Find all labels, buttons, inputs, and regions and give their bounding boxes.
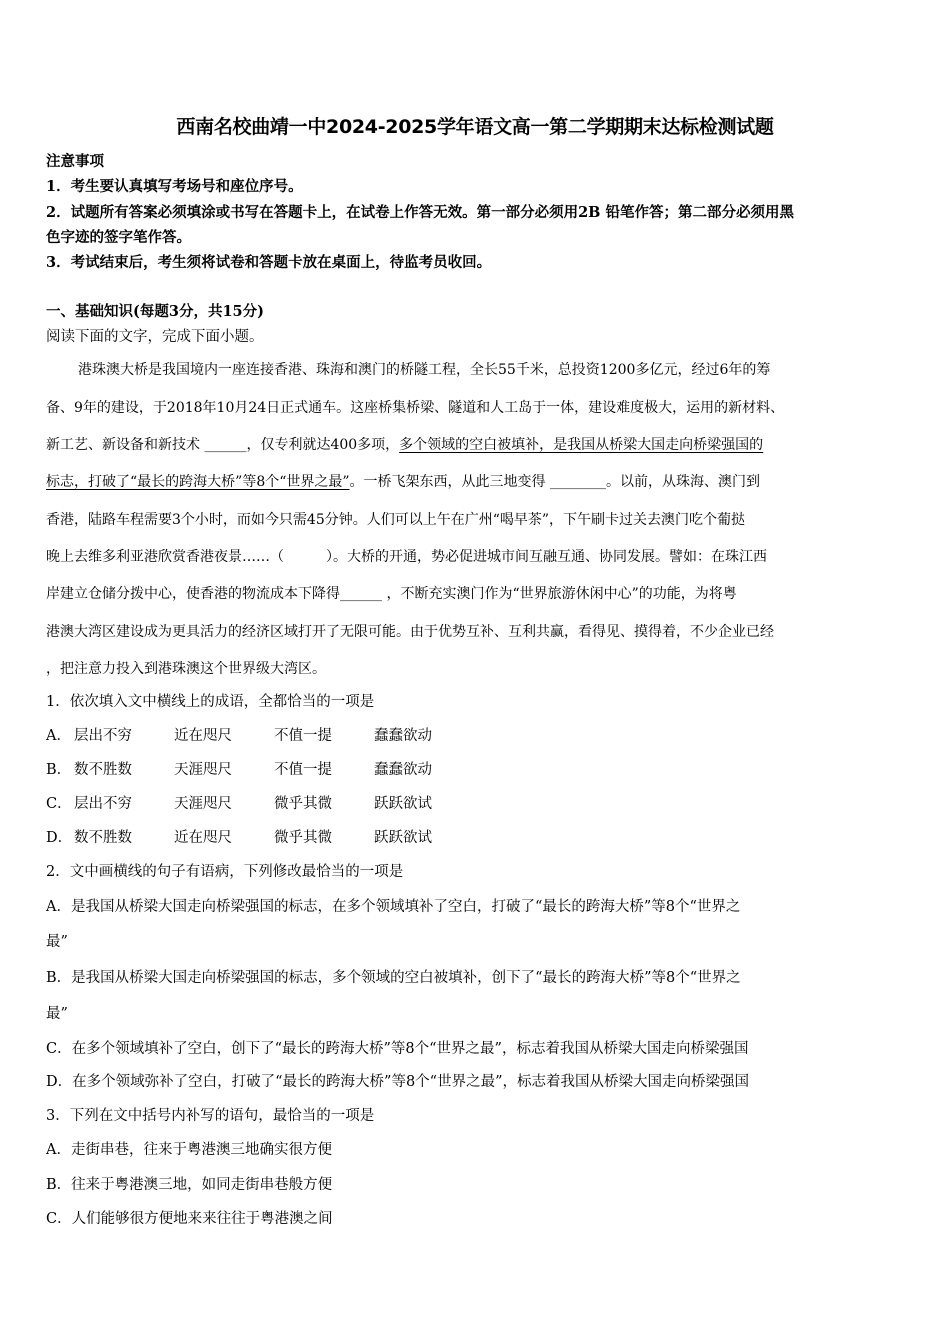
passage-line: 备、9年的建设，于2018年10月24日正式通车。这座桥集桥梁、隧道和人工岛于一体，建设难度极大，运用的新材料、 [46, 400, 785, 416]
idiom: 微乎其微 [274, 830, 332, 846]
notice-item: 色字迹的签字笔作答。 [46, 229, 191, 246]
option-label: B． [46, 762, 72, 778]
option-label: C． [46, 796, 72, 812]
idiom: 层出不穷 [74, 796, 132, 812]
passage-line: 晚上去维多利亚港欣赏香港夜景……（ ）。大桥的开通，势必促进城市间互融互通、协同发展。譬如：在珠江西 [46, 549, 767, 565]
passage-line: 港澳大湾区建设成为更具活力的经济区域打开了无限可能。由于优势互补、互利共赢，看得见、摸得着，不少企业已经 [46, 624, 774, 640]
q3-option-b: B．往来于粤港澳三地，如同走街串巷般方便 [46, 1177, 333, 1193]
q1-option-d [46, 828, 432, 848]
idiom: 跃跃欲试 [374, 830, 432, 846]
q2-option-a: A．是我国从桥梁大国走向桥梁强国的标志，在多个领域填补了空白，打破了“最长的跨海大桥”等8个“世界之 [46, 899, 741, 915]
idiom: 微乎其微 [274, 796, 332, 812]
idiom: 近在咫尺 [174, 728, 232, 744]
notice-heading: 注意事项 [46, 153, 104, 170]
passage-line: 岸建立仓储分拨中心，使香港的物流成本下降得______ ，不断充实澳门作为“世界旅游休闲中心”的功能，为将粤 [46, 586, 737, 602]
option-label: A． [46, 728, 71, 744]
section-instruction: 阅读下面的文字，完成下面小题。 [46, 329, 264, 345]
passage-line: ，把注意力投入到港珠澳这个世界级大湾区。 [46, 661, 326, 677]
idiom: 数不胜数 [74, 830, 132, 846]
idiom: 不值一提 [274, 728, 332, 744]
q2-option-d: D．在多个领域弥补了空白，打破了“最长的跨海大桥”等8个“世界之最”，标志着我国从桥梁大国走向桥梁强国 [46, 1074, 749, 1090]
underlined-sentence: 标志，打破了“最长的跨海大桥”等8个“世界之最” [46, 474, 350, 490]
notice-item: 3．考试结束后，考生须将试卷和答题卡放在桌面上，待监考员收回。 [46, 254, 492, 271]
section-heading: 一、基础知识(每题3分，共15分) [46, 303, 264, 320]
q1-option-a [46, 726, 432, 746]
q2-option-b-cont: 最” [46, 1006, 68, 1022]
q1-option-b [46, 760, 432, 780]
idiom: 天涯咫尺 [174, 762, 232, 778]
idiom: 蠢蠢欲动 [374, 762, 432, 778]
exam-title: 西南名校曲靖一中2024-2025学年语文高一第二学期期末达标检测试题 [176, 116, 774, 138]
q2-option-c: C．在多个领域填补了空白，创下了“最长的跨海大桥”等8个“世界之最”，标志着我国从桥梁大国走向桥梁强国 [46, 1041, 749, 1057]
idiom: 跃跃欲试 [374, 796, 432, 812]
idiom: 不值一提 [274, 762, 332, 778]
idiom: 天涯咫尺 [174, 796, 232, 812]
notice-item: 1．考生要认真填写考场号和座位序号。 [46, 178, 303, 195]
notice-item: 2．试题所有答案必须填涂或书写在答题卡上，在试卷上作答无效。第一部分必须用2B 铅笔作答；第二部分必须用黑 [46, 204, 794, 221]
passage-line: 港珠澳大桥是我国境内一座连接香港、珠海和澳门的桥隧工程，全长55千米，总投资1200多亿元，经过6年的筹 [78, 362, 771, 378]
underlined-sentence: 多个领域的空白被填补，是我国从桥梁大国走向桥梁强国的 [399, 437, 764, 453]
passage-segment: 新工艺、新设备和新技术 ______，仅专利就达400多项， [46, 437, 400, 453]
q1-option-c [46, 794, 432, 814]
option-label: D． [46, 830, 73, 846]
passage-line: 香港，陆路车程需要3个小时，而如今只需45分钟。人们可以上午在广州“喝早茶”，下午刷卡过关去澳门吃个葡挞 [46, 512, 746, 528]
question-2-stem: 2．文中画横线的句子有语病，下列修改最恰当的一项是 [46, 864, 404, 880]
passage-line [46, 435, 906, 455]
q3-option-a: A．走街串巷，往来于粤港澳三地确实很方便 [46, 1142, 332, 1158]
passage-line [46, 472, 906, 492]
question-1-stem: 1．依次填入文中横线上的成语，全都恰当的一项是 [46, 694, 375, 710]
idiom: 层出不穷 [74, 728, 132, 744]
passage-segment: 。一桥飞架东西，从此三地变得 ________。以前，从珠海、澳门到 [349, 474, 760, 490]
idiom: 数不胜数 [74, 762, 132, 778]
q2-option-b: B．是我国从桥梁大国走向桥梁强国的标志，多个领域的空白被填补，创下了“最长的跨海大桥”等8个“世界之 [46, 970, 741, 986]
idiom: 蠢蠢欲动 [374, 728, 432, 744]
q3-option-c: C．人们能够很方便地来来往往于粤港澳之间 [46, 1211, 333, 1227]
q2-option-a-cont: 最” [46, 934, 68, 950]
idiom: 近在咫尺 [174, 830, 232, 846]
question-3-stem: 3．下列在文中括号内补写的语句，最恰当的一项是 [46, 1108, 375, 1124]
